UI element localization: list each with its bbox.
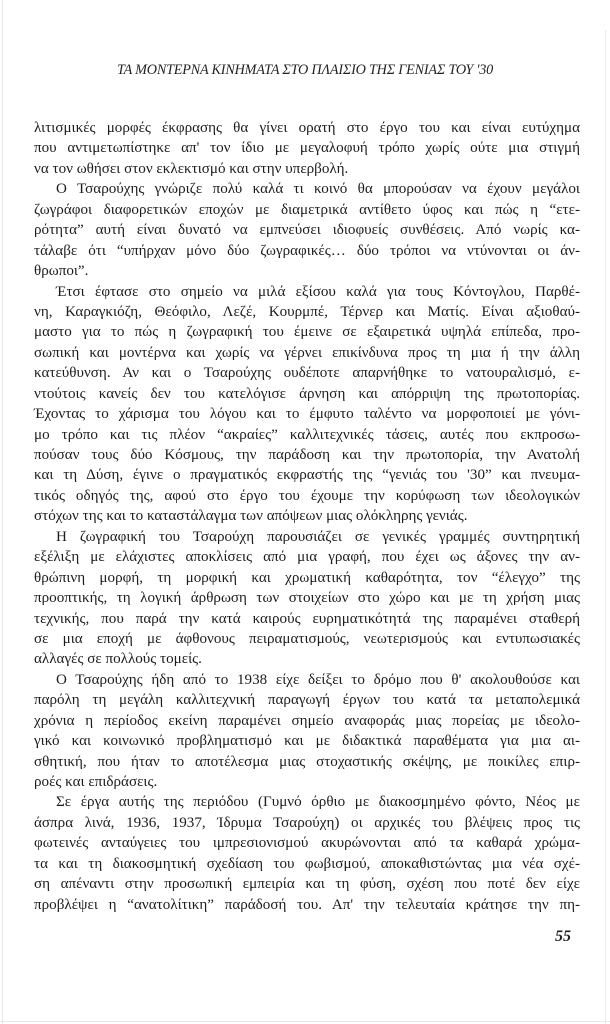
text-line: πούσαν τους δύο Κόσμους, την παράδοση και την πρωτοπορία, την Ανατολή [34, 447, 580, 463]
text-line: που αντιμετωπίστηκε απ' τον ίδιο με μεγαλοφυή τρόπο χωρίς ούτε μια στιγμή [34, 140, 580, 157]
text-line: μο τρόπο και τις πλέον “ακραίες” καλλιτεχνικές τάσεις, αυτές που εκπροσω- [34, 426, 580, 443]
text-line: τάλαβε ότι “υπήρχαν μόνο δύο ζωγραφικές… δύο τρόποι να ντύνονται οι άν- [34, 242, 580, 259]
text-line: σωπική και μοντέρνα και χωρίς να γέρνει επικίνδυνα προς τη μια ή την άλλη [34, 344, 580, 361]
text-line: γικό και κοινωνικό προβληματισμό και με διδακτικά παραθέματα για μια αι- [34, 733, 580, 750]
text-line: εξέλιξη με ελάχιστες αποκλίσεις από μια γραφή, που έχει ως άξονες την αν- [34, 549, 580, 566]
text-line: ντούτοις κανείς δεν του κατελόγισε άρνηση και απόρριψη της πρωτοπορίας. [34, 385, 580, 402]
text-line: αλλαγές σε πολλούς τομείς. [34, 651, 202, 668]
paragraph-first-line: Έτσι έφτασε στο σημείο να μιλά εξίσου καλά για τους Κόντογλου, Παρθέ- [56, 283, 580, 300]
text-line: σε μια εποχή με άφθονους πειραματισμούς, νεωτερισμούς και εντυπωσιακές [34, 630, 580, 647]
text-line: τικός οδηγός της, αφού στο έργο του έχουμε την κορύφωση των ιδεολογικών [34, 487, 580, 504]
text-line: μαστο για το πώς η ζωγραφική του έμεινε σε εξαιρετικά υψηλά επίπεδα, προ- [34, 324, 580, 341]
text-line: λιτισμικές μορφές έκφρασης θα γίνει ορατή στο έργο του και είναι ευτύχημα [34, 120, 580, 136]
text-line: προβλέψει η “ανατολίτικη” παράδοσή του. Απ' την τελευταία κράτησε την πη- [34, 896, 580, 913]
text-line: ζωγράφοι διαφορετικών εποχών με διαμετρικά αντίθετο ύφος και πώς η “ετε- [34, 201, 580, 218]
paragraph-first-line: Ο Τσαρούχης ήδη από το 1938 είχε δείξει το δρόμο που θ' ακολουθούσε και [56, 671, 580, 688]
text-line: φωτεινές ανταύγειες του ιμπρεσιονισμού ακυρώνονται από τα καθαρά χρώμα- [34, 835, 580, 852]
paragraph-first-line: Ο Τσαρούχης γνώριζε πολύ καλά τι κοινό θα μπορούσαν να έχουν μεγάλοι [56, 181, 580, 198]
text-line: χρόνια η περίοδος εκείνη παραμένει σημείο αναφοράς μιας πορείας με ιδεολο- [34, 712, 580, 729]
text-line: ση απέναντι στην προσωπική εμπειρία και τη φύση, σχέση που ποτέ δεν είχε [34, 876, 580, 893]
paragraph-first-line: Η ζωγραφική του Τσαρούχη παρουσιάζει σε γενικές γραμμές συντηρητική [56, 528, 580, 545]
text-line: ρότητα” αυτή είναι δυνατό να εμπνεύσει ιδιοφυείς συνθέσεις. Από νωρίς κα- [34, 222, 580, 239]
text-line: να τον ωθήσει στον εκλεκτισμό και στην υπερβολή. [34, 160, 349, 177]
text-line: θρωποι”. [34, 263, 89, 280]
text-line: σθητική, που ήταν το αποτέλεσμα μιας στοχαστικής σκέψης, με ποικίλες επιρ- [34, 753, 580, 770]
text-line: Έχοντας το χάρισμα του λόγου και το έμφυτο ταλέντο να μορφοποιεί με γόνι- [34, 406, 580, 423]
body-text [34, 118, 580, 915]
text-line: παρόλη τη μεγάλη καλλιτεχνική παραγωγή έργων του κατά τα μεταπολεμικά [34, 692, 580, 709]
page-edge-right [605, 30, 606, 1024]
text-line: άσπρα λινά, 1936, 1937, Ίδρυμα Τσαρούχη) οι αρχικές του βλέψεις προς τις [34, 814, 580, 831]
text-line: νη, Καραγκιόζη, Θεόφιλο, Λεζέ, Κουρμπέ, Τέρνερ και Ματίς. Είναι αξιοθαύ- [34, 303, 580, 320]
text-line: προοπτικής, τη λογική άρθρωση των στοιχείων στο χώρο και με τη χρήση μιας [34, 590, 580, 607]
text-line: στόχων της και το καταστάλαγμα των απόψεων μιας ολόκληρης γενιάς. [34, 508, 468, 525]
page-number: 55 [555, 928, 571, 945]
page-edge-left [2, 0, 3, 1024]
text-line: ροές και επιδράσεις. [34, 774, 158, 790]
running-head: ΤΑ ΜΟΝΤΕΡΝΑ ΚΙΝΗΜΑΤΑ ΣΤΟ ΠΛΑΙΣΙΟ ΤΗΣ ΓΕΝΙΑΣ ΤΟΥ '30 [116, 62, 494, 78]
text-line: θρώπινη μορφή, τη μορφική και χρωματική καθαρότητα, τον “έλεγχο” της [34, 569, 580, 586]
paragraph-first-line: Σε έργα αυτής της περιόδου (Γυμνό όρθιο με διακοσμημένο φόντο, Νέος με [56, 794, 580, 811]
text-line: και τη Δύση, έγινε ο πραγματικός εκφραστής της “γενιάς του '30” και πνευμα- [34, 467, 580, 484]
text-line: τα και τη διακοσμητική σχεδίαση του φωβισμού, αποκαθιστώντας μια νέα σχέ- [34, 855, 580, 872]
text-line: τεχνικής, που παρά την κατά καιρούς ευρηματικότητά της παραμένει σταθερή [34, 610, 580, 627]
text-line: κατεύθυνση. Αν και ο Τσαρούχης ουδέποτε απαρνήθηκε το νατουραλισμό, ε- [34, 365, 580, 382]
page-edge-bottom [0, 1021, 610, 1022]
